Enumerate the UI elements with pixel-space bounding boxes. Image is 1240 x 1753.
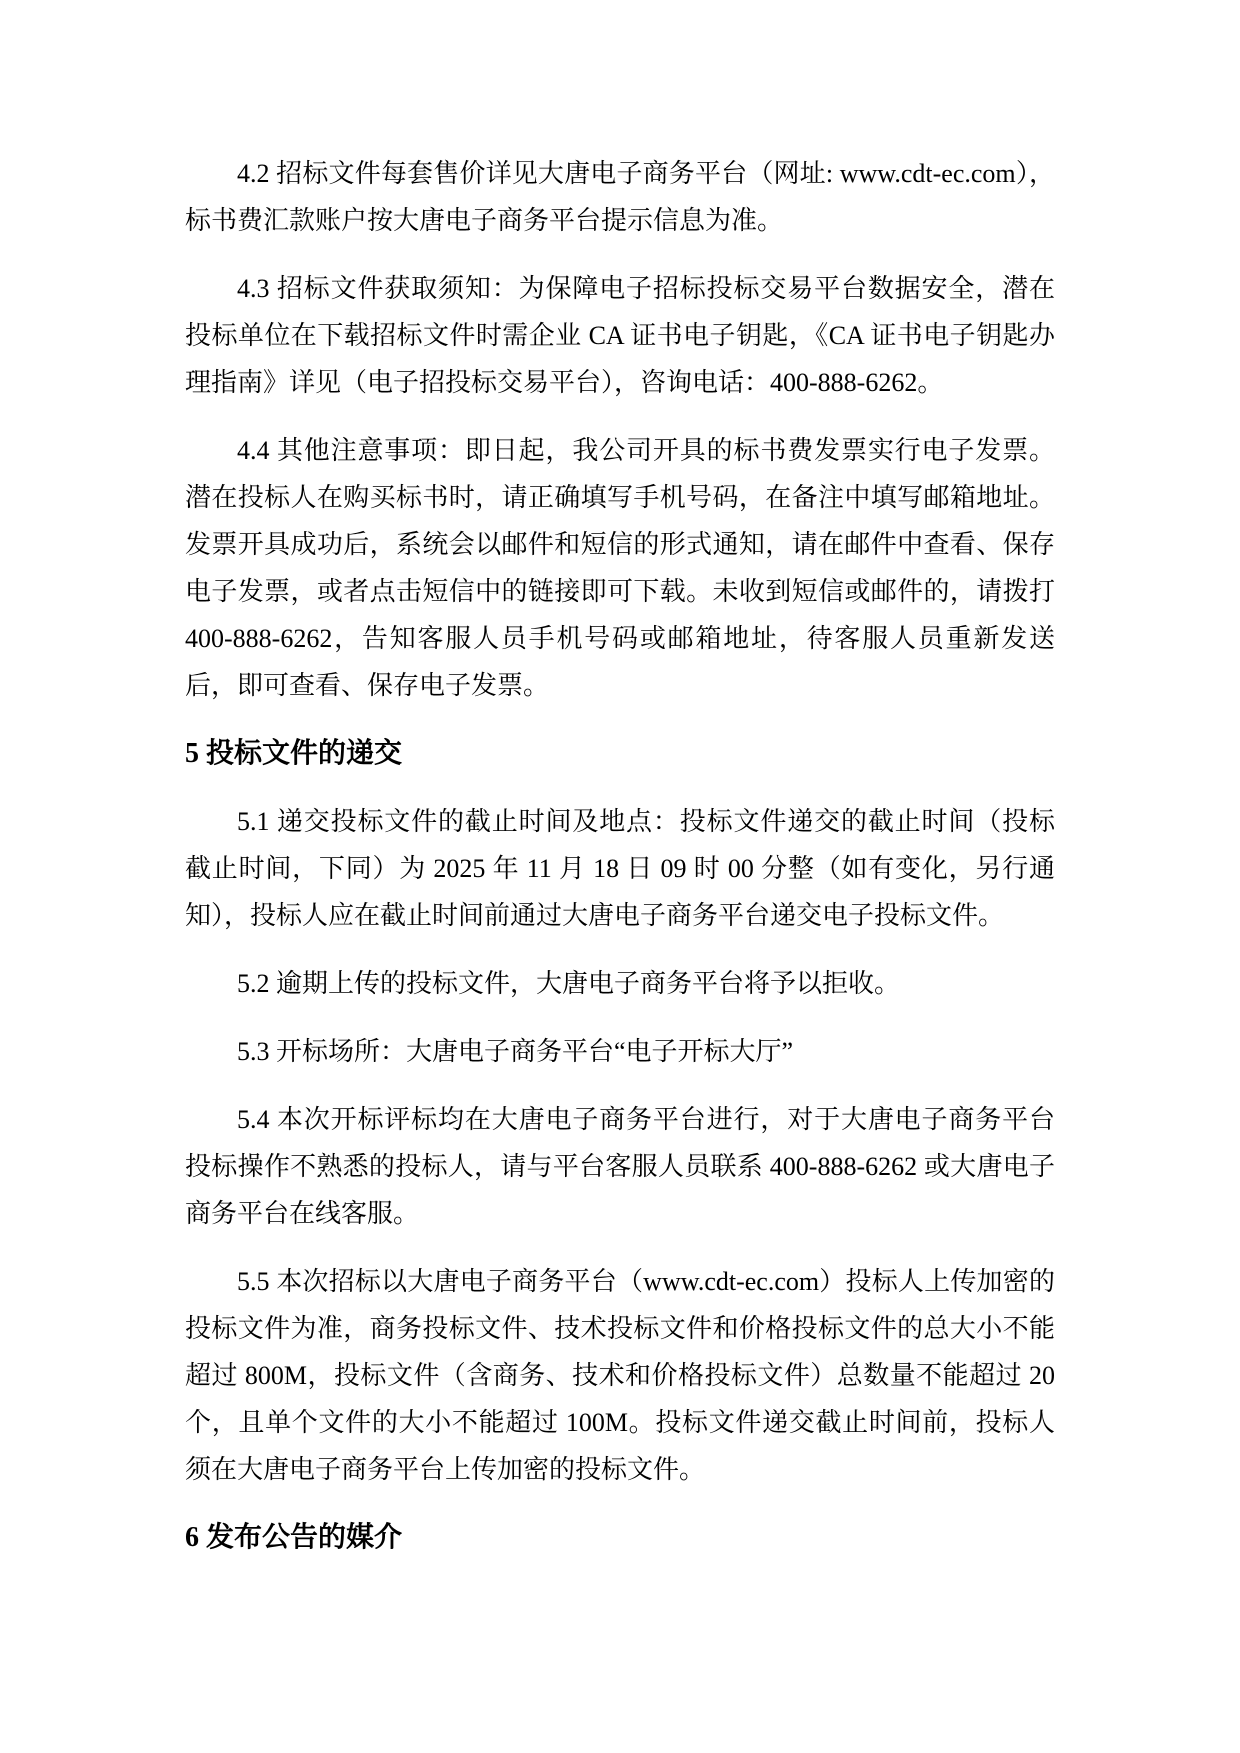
paragraph-5-1: 5.1 递交投标文件的截止时间及地点：投标文件递交的截止时间（投标截止时间，下同）为 2025 年 11 月 18 日 09 时 00 分整（如有变化，另行通知），投标人应在截止时间前通过大唐电子商务平台递交电子投标文件。 [185, 807, 1055, 930]
paragraph-5-4: 5.4 本次开标评标均在大唐电子商务平台进行，对于大唐电子商务平台投标操作不熟悉的投标人，请与平台客服人员联系 400-888-6262 或大唐电子商务平台在线客服。 [185, 1105, 1055, 1228]
heading-section-5-bid-submission: 5 投标文件的递交 [185, 738, 403, 769]
paragraph-4-4: 4.4 其他注意事项：即日起，我公司开具的标书费发票实行电子发票。潜在投标人在购买标书时，请正确填写手机号码，在备注中填写邮箱地址。发票开具成功后，系统会以邮件和短信的形式通知，请在邮件中查看、保存电子发票，或者点击短信中的链接即可下载。未收到短信或邮件的，请拨打 400-888-6262，告知客服人员手机号码或邮箱地址，待客服人员重新发送后，即可查看、保存电子发票。 [185, 436, 1055, 700]
paragraph-4-3: 4.3 招标文件获取须知：为保障电子招标投标交易平台数据安全，潜在投标单位在下载招标文件时需企业 CA 证书电子钥匙，《CA 证书电子钥匙办理指南》详见（电子招投标交易平台），咨询电话：400-888-6262。 [185, 274, 1055, 397]
paragraph-5-5: 5.5 本次招标以大唐电子商务平台（www.cdt-ec.com）投标人上传加密的投标文件为准，商务投标文件、技术投标文件和价格投标文件的总大小不能超过 800M，投标文件（含商务、技术和价格投标文件）总数量不能超过 20 个，且单个文件的大小不能超过 100M。投标文件递交截止时间前，投标人须在大唐电子商务平台上传加密的投标文件。 [185, 1267, 1055, 1484]
paragraph-4-2: 4.2 招标文件每套售价详见大唐电子商务平台（网址: www.cdt-ec.com），标书费汇款账户按大唐电子商务平台提示信息为准。 [185, 159, 1055, 235]
paragraph-5-3: 5.3 开标场所：大唐电子商务平台“电子开标大厅” [237, 1037, 794, 1066]
heading-section-6-announcement-media: 6 发布公告的媒介 [185, 1522, 403, 1553]
paragraph-5-2: 5.2 逾期上传的投标文件，大唐电子商务平台将予以拒收。 [237, 969, 901, 998]
